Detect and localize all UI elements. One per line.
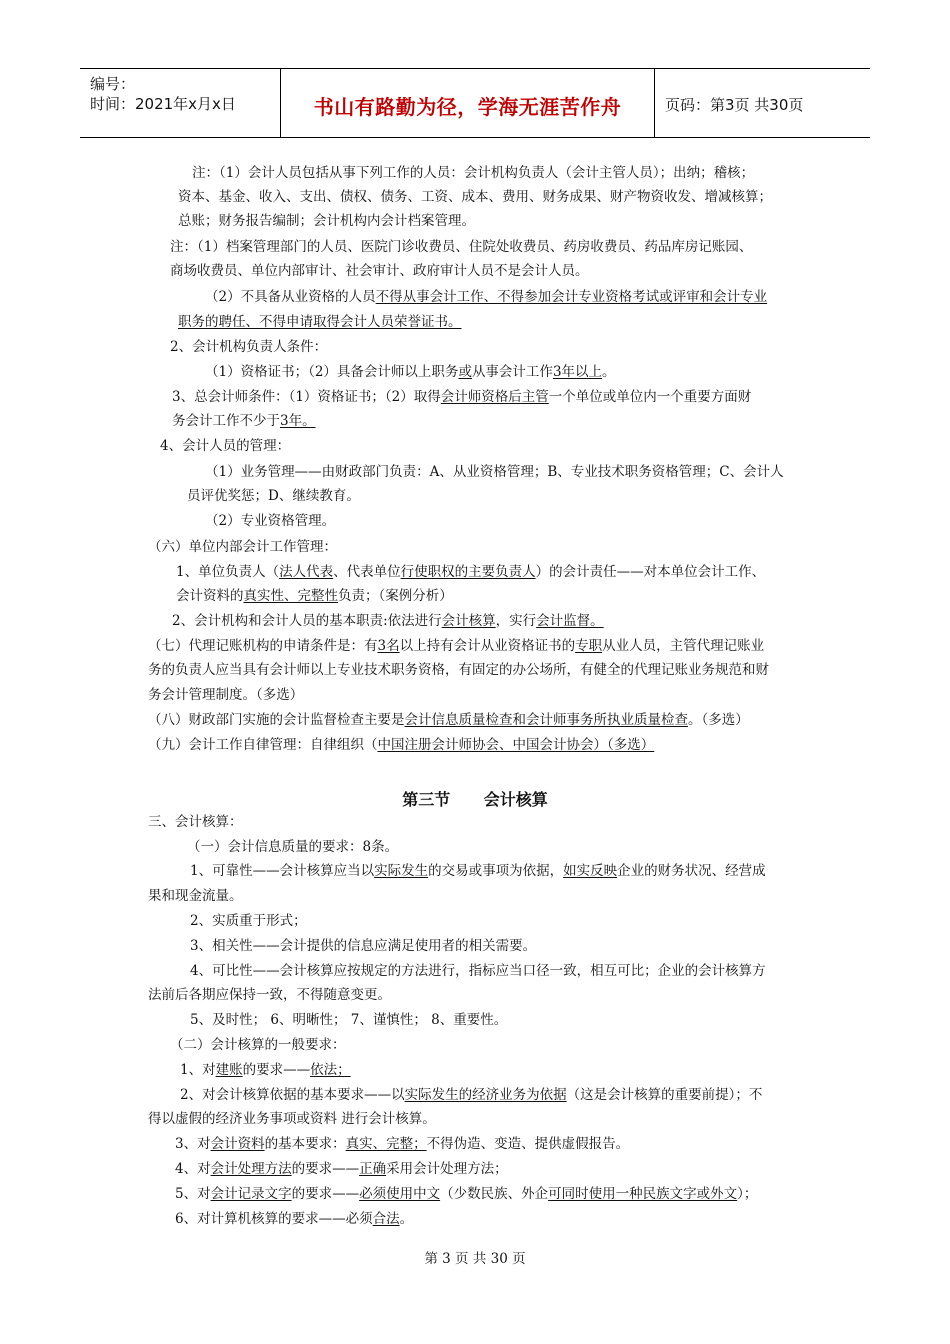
underlined-text: 会计核算 <box>441 613 496 629</box>
underlined-text: 实际发生的经济业务为依据 <box>404 1087 567 1103</box>
text-segment: （二）会计核算的一般要求： <box>170 1037 346 1053</box>
text-line <box>205 463 784 481</box>
text-segment: ）的会计责任——对本单位会计工作、 <box>535 564 766 580</box>
underlined-text: 依法； <box>310 1062 351 1078</box>
underlined-text: 建账 <box>215 1062 243 1078</box>
underlined-text: 或 <box>458 364 472 380</box>
text-segment: 4、可比性——会计核算应按规定的方法进行，指标应当口径一致，相互可比；企业的会计核算方 <box>190 963 766 979</box>
text-line <box>148 986 391 1004</box>
text-line <box>180 1086 762 1104</box>
text-segment: （1）业务管理——由财政部门负责：A、从业资格管理；B、专业技术职务资格管理；C、会计人 <box>205 464 784 480</box>
text-segment: （七）代理记账机构的申请条件是：有 <box>148 638 378 654</box>
text-segment: 务会计工作不少于 <box>172 413 280 429</box>
text-segment: 会计资料的 <box>176 588 244 604</box>
text-line <box>148 661 769 679</box>
text-segment: （九）会计工作自律管理：自律组织（ <box>148 737 378 753</box>
text-segment: 的要求—— <box>291 1186 360 1202</box>
text-segment: 6、对计算机核算的要求——必须 <box>175 1211 373 1227</box>
text-segment: 务的负责人应当具有会计师以上专业技术职务资格，有固定的办公场所，有健全的代理记账业务规范和财 <box>148 662 769 678</box>
text-segment: （八）财政部门实施的会计监督检查主要是 <box>148 712 405 728</box>
text-line <box>172 388 751 406</box>
text-segment: 员评优奖惩；D、继续教育。 <box>187 488 360 504</box>
serial-label: 编号： <box>90 75 136 93</box>
underlined-text: 会计资料 <box>210 1136 265 1152</box>
text-line <box>205 363 616 381</box>
time-label: 时间：2021年x月x日 <box>90 95 236 113</box>
text-line <box>176 563 765 581</box>
text-segment: 以上持有会计从业资格证书的 <box>399 638 576 654</box>
underlined-text: 不得从事会计工作、不得参加会计专业资格考试或评审和会计专业 <box>375 289 768 305</box>
text-segment: （1）资格证书；（2）具备会计师以上职务 <box>205 364 459 380</box>
text-segment: 从业人员，主管代理记账业 <box>602 638 765 654</box>
underlined-text: 法人代表 <box>279 564 334 580</box>
underlined-text: 中国注册会计师协会、中国会计协会）（多选） <box>377 737 655 753</box>
text-line <box>178 212 475 230</box>
text-segment: 采用会计处理方法； <box>386 1161 508 1177</box>
text-segment: 2、会计机构负责人条件： <box>170 339 328 355</box>
text-segment: （2）不具备从业资格的人员 <box>205 289 376 305</box>
text-line <box>172 612 604 630</box>
underlined-text: 真实、完整； <box>345 1136 427 1152</box>
text-segment: 法前后各期应保持一致，不得随意变更。 <box>148 987 391 1003</box>
text-segment: 注：（1）档案管理部门的人员、医院门诊收费员、住院处收费员、药房收费员、药品库房记账园、 <box>170 239 753 255</box>
text-segment: 一个单位或单位内一个重要方面财 <box>548 389 752 405</box>
text-segment: 3、总会计师条件：（1）资格证书；（2）取得 <box>172 389 441 405</box>
text-segment: 3、相关性——会计提供的信息应满足使用者的相关需要。 <box>190 938 537 954</box>
motto: 书山有路勤为径，学海无涯苦作舟 <box>313 95 622 119</box>
text-segment: 的交易或事项为依据， <box>428 863 564 879</box>
text-line <box>148 1110 436 1128</box>
text-line <box>178 313 462 331</box>
text-segment: 得以虚假的经济业务事项或资料 进行会计核算。 <box>148 1111 436 1127</box>
text-line <box>175 1210 413 1228</box>
page-footer: 第 3 页 共 30 页 <box>424 1251 526 1267</box>
text-line <box>148 813 243 831</box>
text-segment: 务会计管理制度。（多选） <box>148 687 304 703</box>
text-segment: 5、及时性； 6、明晰性； 7、谨慎性； 8、重要性。 <box>190 1012 508 1028</box>
underlined-text: 3名 <box>377 638 400 654</box>
text-line <box>205 512 335 530</box>
text-line <box>190 912 307 930</box>
text-segment: ）； <box>737 1186 758 1202</box>
text-segment: 1、可靠性——会计核算应当以 <box>190 863 375 879</box>
section-title: 第三节 会计核算 <box>402 790 548 809</box>
text-line <box>148 637 764 655</box>
underlined-text: 3年以上 <box>552 364 603 380</box>
underlined-text: 实际发生 <box>374 863 429 879</box>
text-segment: 的要求—— <box>291 1161 360 1177</box>
underlined-text: 3年。 <box>280 413 316 429</box>
text-segment: （2）专业资格管理。 <box>205 513 336 529</box>
text-line <box>176 587 453 605</box>
underlined-text: 行使职权的主要负责人 <box>400 564 536 580</box>
underlined-text: 会计处理方法 <box>210 1161 292 1177</box>
text-segment: 不得伪造、变造、提供虚假报告。 <box>426 1136 630 1152</box>
text-line <box>205 288 767 306</box>
text-line <box>148 711 749 729</box>
text-segment: 负责；（案例分析） <box>338 588 453 604</box>
text-line <box>190 962 766 980</box>
underlined-text: 合法 <box>372 1211 400 1227</box>
text-line <box>192 164 754 182</box>
text-segment: 2、实质重于形式； <box>190 913 307 929</box>
page-info: 页码：第3页 共30页 <box>665 96 804 114</box>
text-segment: 的要求—— <box>242 1062 311 1078</box>
text-line <box>190 1011 507 1029</box>
text-segment: 三、会计核算： <box>148 814 243 830</box>
underlined-text: 会计监督。 <box>536 613 604 629</box>
text-segment: 注：（1）会计人员包括从事下列工作的人员：会计机构负责人（会计主管人员）；出纳；稽核； <box>192 165 755 181</box>
text-segment: 1、单位负责人（ <box>176 564 280 580</box>
text-line <box>172 412 316 430</box>
underlined-text: 可同时使用一种民族文字或外文 <box>548 1186 738 1202</box>
text-line <box>175 1135 629 1153</box>
underlined-text: 会计信息质量检查和会计师事务所执业质量检查 <box>404 712 688 728</box>
text-segment: 4、会计人员的管理： <box>160 438 291 454</box>
text-segment: 。（多选） <box>688 712 749 728</box>
text-line <box>170 1036 346 1054</box>
underlined-text: 真实性、完整性 <box>243 588 338 604</box>
underlined-text: 正确 <box>359 1161 387 1177</box>
text-segment: 。 <box>602 364 616 380</box>
text-segment: 1、对 <box>180 1062 216 1078</box>
text-segment: 。 <box>399 1211 414 1227</box>
text-segment: 总账；财务报告编制；会计机构内会计档案管理。 <box>178 213 475 229</box>
underlined-text: 会计师资格后主管 <box>440 389 549 405</box>
text-segment: 的基本要求： <box>264 1136 346 1152</box>
text-segment: 果和现金流量。 <box>148 888 243 904</box>
text-line <box>160 437 290 455</box>
text-segment: 企业的财务状况、经营成 <box>617 863 766 879</box>
text-line <box>187 838 398 856</box>
text-segment: （少数民族、外企 <box>440 1186 549 1202</box>
text-segment: 、代表单位 <box>333 564 401 580</box>
text-segment: （一）会计信息质量的要求：8条。 <box>187 839 399 855</box>
underlined-text: 职务的聘任、不得申请取得会计人员荣誉证书。 <box>178 314 462 330</box>
text-segment: 4、对 <box>175 1161 211 1177</box>
text-segment: 3、对 <box>175 1136 211 1152</box>
text-line <box>170 338 327 356</box>
text-line <box>175 1185 757 1203</box>
text-segment: 5、对 <box>175 1186 211 1202</box>
text-segment: （这是会计核算的重要前提）；不 <box>566 1087 763 1103</box>
text-line <box>148 686 303 704</box>
text-segment: 从事会计工作 <box>471 364 553 380</box>
text-segment: 商场收费员、单位内部审计、社会审计、政府审计人员不是会计人员。 <box>170 263 589 279</box>
underlined-text: 如实反映 <box>563 863 618 879</box>
text-line <box>148 736 654 754</box>
text-line <box>190 862 766 880</box>
text-line <box>170 262 589 280</box>
text-segment: ，实行 <box>495 613 537 629</box>
text-line <box>190 937 536 955</box>
text-line <box>187 487 360 505</box>
text-line <box>178 188 772 206</box>
text-segment: 2、对会计核算依据的基本要求——以 <box>180 1087 405 1103</box>
text-line <box>180 1061 351 1079</box>
underlined-text: 专职 <box>575 638 603 654</box>
text-line <box>148 538 337 556</box>
text-segment: 资本、基金、收入、支出、债权、债务、工资、成本、费用、财务成果、财产物资收发、增减核算； <box>178 189 772 205</box>
text-segment: （六）单位内部会计工作管理： <box>148 539 337 555</box>
underlined-text: 必须使用中文 <box>359 1186 441 1202</box>
text-segment: 2、会计机构和会计人员的基本职责:依法进行 <box>172 613 442 629</box>
text-line <box>170 238 752 256</box>
text-line <box>148 887 243 905</box>
text-line <box>175 1160 508 1178</box>
underlined-text: 会计记录文字 <box>210 1186 292 1202</box>
